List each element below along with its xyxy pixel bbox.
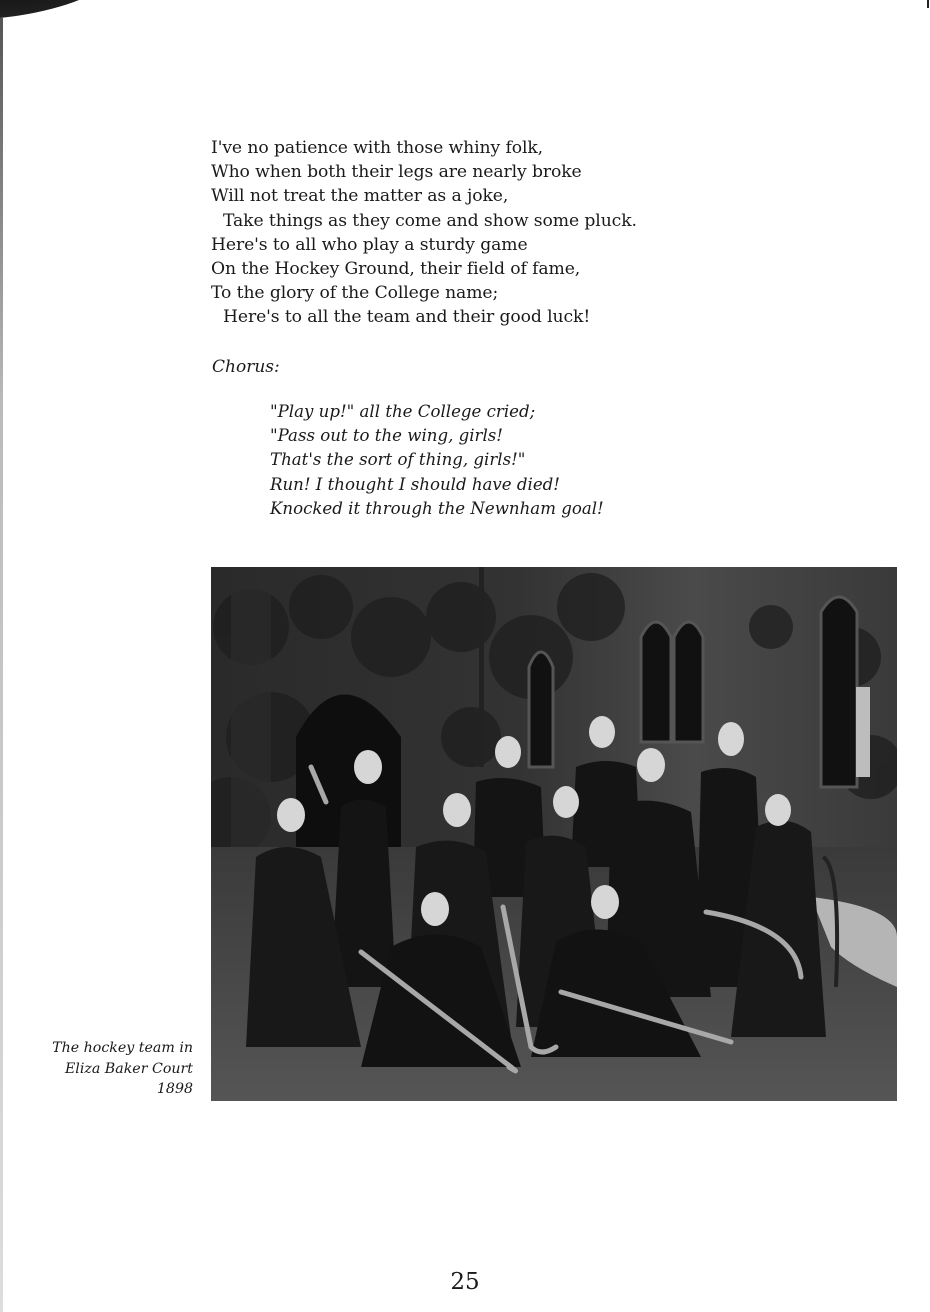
verse-line: Here's to all who play a sturdy game xyxy=(211,234,528,255)
chorus-line: "Pass out to the wing, girls! xyxy=(270,426,503,446)
photo-illustration xyxy=(211,567,897,1101)
verse-line: Who when both their legs are nearly broke xyxy=(211,162,582,183)
chorus-line: Knocked it through the Newnham goal! xyxy=(270,498,604,518)
caption-line: 1898 xyxy=(156,1081,193,1097)
scan-mark xyxy=(927,0,929,8)
scan-edge xyxy=(0,18,3,1312)
photo-caption xyxy=(40,1038,193,1100)
scan-shadow-corner xyxy=(0,0,140,20)
chorus-line: Run! I thought I should have died! xyxy=(270,474,560,494)
verse-line: Will not treat the matter as a joke, xyxy=(211,186,509,207)
song-verse xyxy=(211,136,637,330)
chorus-line: "Play up!" all the College cried; xyxy=(270,402,536,421)
chorus xyxy=(270,400,604,521)
verse-line: I've no patience with those whiny folk, xyxy=(211,138,544,158)
chorus-label: Chorus: xyxy=(212,357,280,377)
caption-line: Eliza Baker Court xyxy=(64,1060,193,1077)
hockey-team-photo xyxy=(211,567,897,1101)
verse-line: To the glory of the College name; xyxy=(211,283,499,304)
chorus-line: That's the sort of thing, girls!" xyxy=(270,450,526,470)
verse-line: On the Hockey Ground, their field of fame, xyxy=(211,259,581,280)
caption-line: The hockey team in xyxy=(52,1040,193,1056)
page-number: 25 xyxy=(450,1269,480,1295)
verse-line: Here's to all the team and their good luck! xyxy=(223,307,591,328)
verse-line: Take things as they come and show some pluck. xyxy=(223,210,637,231)
